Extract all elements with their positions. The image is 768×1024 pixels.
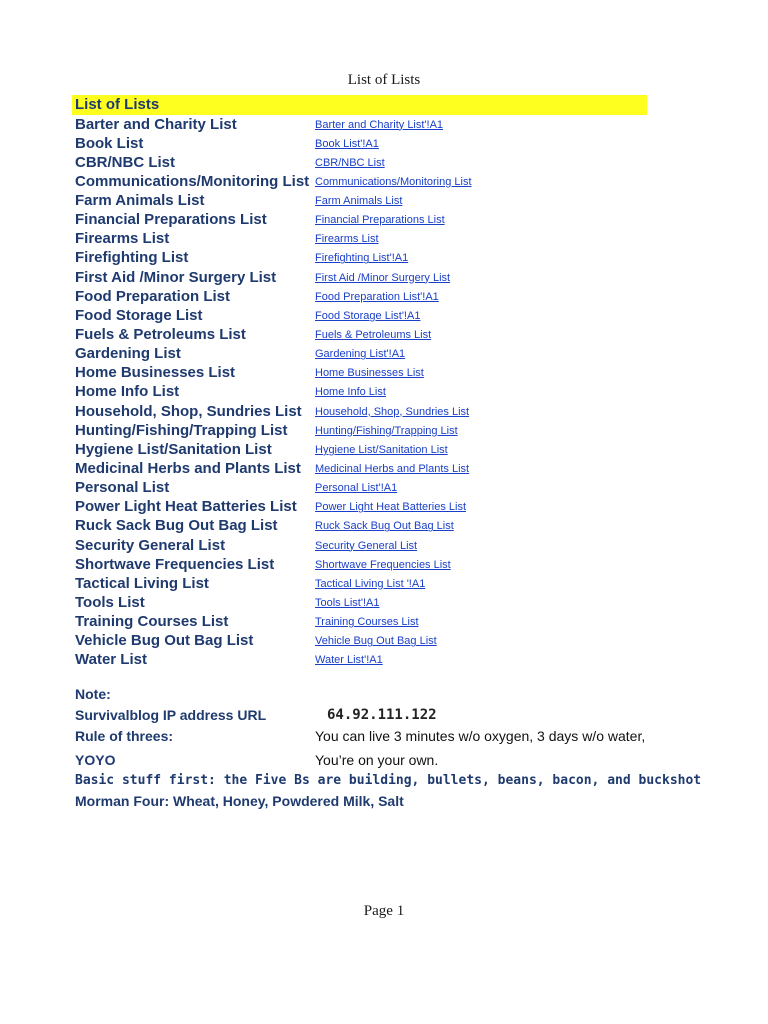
list-rows bbox=[0, 115, 768, 670]
list-row bbox=[0, 612, 768, 631]
list-row bbox=[0, 382, 768, 401]
list-link[interactable]: Home Businesses List bbox=[315, 367, 424, 380]
list-row bbox=[0, 344, 768, 363]
list-link[interactable]: Fuels & Petroleums List bbox=[315, 329, 432, 342]
list-row bbox=[0, 402, 768, 421]
list-row bbox=[0, 325, 768, 344]
list-name: Personal List bbox=[75, 479, 170, 497]
list-row bbox=[0, 478, 768, 497]
list-row bbox=[0, 248, 768, 267]
list-row bbox=[0, 574, 768, 593]
list-link[interactable]: Shortwave Frequencies List bbox=[315, 558, 451, 571]
yoyo-text: You’re on your own. bbox=[315, 752, 439, 768]
list-link[interactable]: Food Preparation List'!A1 bbox=[315, 290, 439, 303]
list-row bbox=[0, 440, 768, 459]
list-name: Tactical Living List bbox=[75, 574, 209, 592]
list-row bbox=[0, 555, 768, 574]
list-link[interactable]: Hunting/Fishing/Trapping List bbox=[315, 424, 458, 437]
list-row bbox=[0, 516, 768, 535]
list-name: Household, Shop, Sundries List bbox=[75, 402, 302, 420]
list-row bbox=[0, 459, 768, 478]
page-title: List of Lists bbox=[347, 72, 421, 88]
list-row bbox=[0, 363, 768, 382]
yoyo-label: YOYO bbox=[75, 752, 116, 768]
list-link[interactable]: Power Light Heat Batteries List bbox=[315, 501, 467, 514]
list-row bbox=[0, 306, 768, 325]
list-link[interactable]: Communications/Monitoring List bbox=[315, 175, 472, 188]
list-name: Tools List bbox=[75, 594, 145, 612]
list-row bbox=[0, 497, 768, 516]
list-link[interactable]: Firefighting List'!A1 bbox=[315, 252, 409, 265]
list-name: Hunting/Fishing/Trapping List bbox=[75, 421, 288, 439]
list-link[interactable]: Gardening List'!A1 bbox=[315, 348, 406, 361]
ip-label: Survivalblog IP address URL bbox=[75, 707, 267, 723]
list-row bbox=[0, 172, 768, 191]
list-link[interactable]: Tools List'!A1 bbox=[315, 597, 380, 610]
header-row-label: List of Lists bbox=[75, 96, 160, 113]
list-row bbox=[0, 287, 768, 306]
list-name: Financial Preparations List bbox=[75, 211, 267, 229]
list-row bbox=[0, 593, 768, 612]
rule-of-threes-label: Rule of threes: bbox=[75, 728, 174, 744]
list-name: Hygiene List/Sanitation List bbox=[75, 440, 272, 458]
rule-of-threes-text: You can live 3 minutes w/o oxygen, 3 days w/o water, bbox=[315, 728, 646, 744]
list-name: First Aid /Minor Surgery List bbox=[75, 268, 277, 286]
list-name: Food Preparation List bbox=[75, 287, 231, 305]
list-link[interactable]: Book List'!A1 bbox=[315, 137, 379, 150]
list-name: Firefighting List bbox=[75, 249, 189, 267]
list-row bbox=[0, 134, 768, 153]
list-link[interactable]: Training Courses List bbox=[315, 616, 419, 629]
list-name: Security General List bbox=[75, 536, 226, 554]
list-name: Home Info List bbox=[75, 383, 180, 401]
list-link[interactable]: CBR/NBC List bbox=[315, 156, 385, 169]
list-name: CBR/NBC List bbox=[75, 153, 175, 171]
list-link[interactable]: Medicinal Herbs and Plants List bbox=[315, 463, 470, 476]
list-link[interactable]: First Aid /Minor Surgery List bbox=[315, 271, 451, 284]
list-name: Water List bbox=[75, 651, 147, 669]
list-name: Barter and Charity List bbox=[75, 115, 237, 133]
list-row bbox=[0, 536, 768, 555]
ip-address: 64.92.111.122 bbox=[327, 707, 437, 723]
list-row bbox=[0, 268, 768, 287]
list-name: Farm Animals List bbox=[75, 192, 205, 210]
list-row bbox=[0, 650, 768, 669]
list-name: Ruck Sack Bug Out Bag List bbox=[75, 517, 278, 535]
list-link[interactable]: Security General List bbox=[315, 539, 418, 552]
list-name: Gardening List bbox=[75, 345, 181, 363]
list-link[interactable]: Tactical Living List '!A1 bbox=[315, 577, 426, 590]
list-name: Shortwave Frequencies List bbox=[75, 555, 275, 573]
list-name: Book List bbox=[75, 134, 144, 152]
list-row bbox=[0, 229, 768, 248]
list-row bbox=[0, 115, 768, 134]
list-link[interactable]: Food Storage List'!A1 bbox=[315, 309, 421, 322]
list-link[interactable]: Vehicle Bug Out Bag List bbox=[315, 635, 437, 648]
list-link[interactable]: Household, Shop, Sundries List bbox=[315, 405, 470, 418]
list-link[interactable]: Farm Animals List bbox=[315, 195, 403, 208]
list-link[interactable]: Firearms List bbox=[315, 233, 379, 246]
list-link[interactable]: Hygiene List/Sanitation List bbox=[315, 443, 448, 456]
list-row bbox=[0, 421, 768, 440]
list-row bbox=[0, 631, 768, 650]
list-name: Fuels & Petroleums List bbox=[75, 326, 246, 344]
list-name: Home Businesses List bbox=[75, 364, 236, 382]
list-link[interactable]: Financial Preparations List bbox=[315, 214, 445, 227]
five-bs-text: Basic stuff first: the Five Bs are building, bullets, beans, bacon, and buckshot bbox=[75, 773, 702, 788]
list-row bbox=[0, 210, 768, 229]
list-row bbox=[0, 191, 768, 210]
list-link[interactable]: Home Info List bbox=[315, 386, 386, 399]
list-name: Firearms List bbox=[75, 230, 170, 248]
list-row bbox=[0, 153, 768, 172]
list-link[interactable]: Water List'!A1 bbox=[315, 654, 383, 667]
note-heading: Note: bbox=[75, 686, 111, 702]
list-name: Training Courses List bbox=[75, 613, 229, 631]
list-name: Medicinal Herbs and Plants List bbox=[75, 460, 301, 478]
list-name: Food Storage List bbox=[75, 306, 203, 324]
morman-four-text: Morman Four: Wheat, Honey, Powdered Milk, Salt bbox=[75, 793, 404, 809]
list-name: Power Light Heat Batteries List bbox=[75, 498, 297, 516]
list-link[interactable]: Barter and Charity List'!A1 bbox=[315, 118, 444, 131]
list-name: Vehicle Bug Out Bag List bbox=[75, 632, 254, 650]
list-link[interactable]: Personal List'!A1 bbox=[315, 482, 398, 495]
page-footer: Page 1 bbox=[363, 903, 405, 919]
list-name: Communications/Monitoring List bbox=[75, 172, 310, 190]
list-link[interactable]: Ruck Sack Bug Out Bag List bbox=[315, 520, 454, 533]
